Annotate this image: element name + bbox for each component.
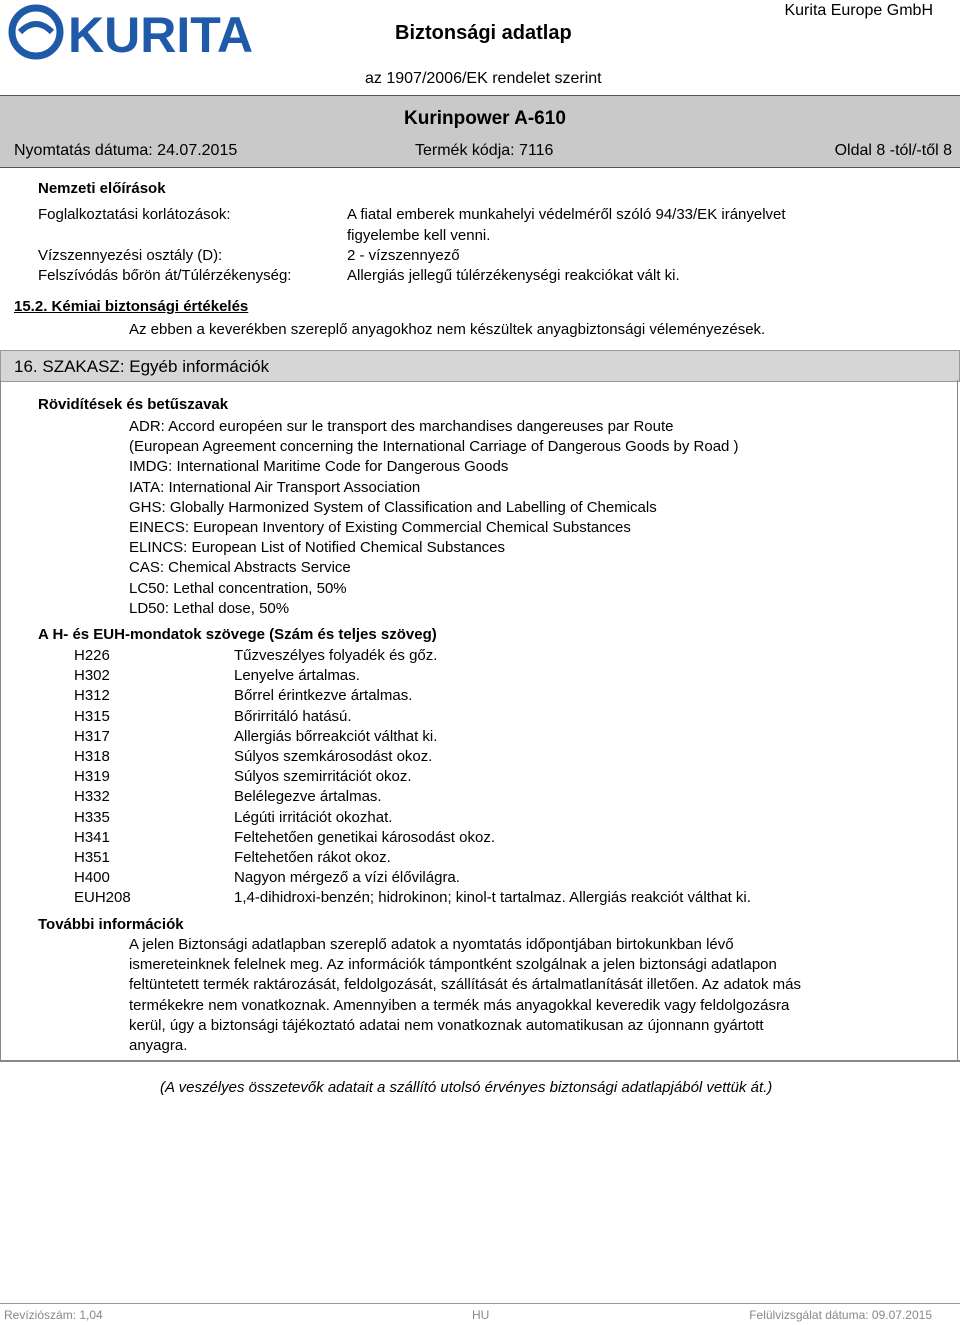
product-code: Termék kódja: 7116 (415, 142, 554, 159)
company-logo (6, 2, 254, 63)
national-heading: Nemzeti előírások (38, 180, 166, 197)
abbreviation-item: LD50: Lethal dose, 50% (129, 599, 290, 617)
document-title: Biztonsági adatlap (395, 22, 572, 44)
h-statement-text: Tűzveszélyes folyadék és gőz. (234, 647, 438, 664)
supplier-note: (A veszélyes összetevők adatait a szállító utolsó érvényes biztonsági adatlapjából vettük át.) (160, 1079, 773, 1096)
national-value: figyelembe kell venni. (347, 227, 491, 244)
h-statement-text: Lenyelve ártalmas. (234, 667, 360, 685)
language-code: HU (472, 1308, 490, 1322)
abbreviation-item: IATA: International Air Transport Association (129, 478, 421, 496)
abbreviation-item: CAS: Chemical Abstracts Service (129, 559, 351, 577)
h-statement-code: H315 (74, 707, 110, 725)
national-label: Foglalkoztatási korlátozások: (38, 206, 231, 223)
product-name: Kurinpower A-610 (404, 108, 566, 129)
national-label: Felszívódás bőrön át/Túlérzékenység: (38, 267, 292, 284)
national-value: 2 - vízszennyező (347, 247, 460, 264)
h-statement-text: Súlyos szemkárosodást okoz. (234, 748, 433, 765)
further-info-line: kerül, úgy a biztonsági tájékoztató adatai nem vonatkoznak automatikusan az újonnann gyártott (129, 1016, 764, 1034)
further-info-line: termékekre nem vonatkoznak. Amennyiben a termék más anyagokkal keveredik vagy feldolgozásra (129, 996, 790, 1014)
abbreviations-heading: Rövidítések és betűszavak (38, 396, 229, 413)
further-info-heading: További információk (38, 916, 184, 933)
section-left-rule (0, 380, 1, 1060)
h-statement-code: H319 (74, 768, 110, 786)
logo-wordmark: KURITA (68, 7, 254, 63)
regulation-text: az 1907/2006/EK rendelet szerint (365, 70, 602, 87)
further-info-line: feltüntetett termék raktározását, feldolgozását, szállítását és ártalmatlanítását illetően. Az adatok más (129, 976, 802, 994)
h-statement-text: 1,4-dihidroxi-benzén; hidrokinon; kinol-t tartalmaz. Allergiás reakciót válthat ki. (234, 889, 751, 907)
h-statement-text: Nagyon mérgező a vízi élővilágra. (234, 869, 460, 887)
h-statement-text: Belélegezve ártalmas. (234, 788, 382, 806)
further-info-line: A jelen Biztonsági adatlapban szereplő adatok a nyomtatás időpontjában birtokunkban lévő (129, 936, 734, 953)
h-statement-code: H302 (74, 667, 110, 685)
h-statement-text: Bőrrel érintkezve ártalmas. (234, 687, 413, 705)
abbreviation-item: LC50: Lethal concentration, 50% (129, 579, 347, 597)
national-value: Allergiás jellegű túlérzékenységi reakciókat vált ki. (347, 267, 680, 284)
h-statement-text: Feltehetően rákot okoz. (234, 849, 391, 866)
print-date: Nyomtatás dátuma: 24.07.2015 (14, 142, 238, 159)
h-statement-text: Légúti irritációt okozhat. (234, 808, 393, 826)
footer-rule (0, 1303, 960, 1304)
section-bottom-rule (0, 1060, 960, 1062)
h-statement-code: EUH208 (74, 889, 131, 907)
review-date: Felülvizsgálat dátuma: 09.07.2015 (749, 1308, 932, 1322)
h-statement-code: H341 (74, 828, 110, 846)
national-label: Vízszennyezési osztály (D): (38, 247, 223, 264)
h-statements-heading: A H- és EUH-mondatok szövege (Szám és teljes szöveg) (38, 626, 437, 643)
company-name: Kurita Europe GmbH (784, 2, 933, 19)
abbreviation-item: EINECS: European Inventory of Existing Commercial Chemical Substances (129, 519, 631, 536)
abbreviation-item: IMDG: International Maritime Code for Dangerous Goods (129, 458, 509, 476)
header-top-rule (0, 95, 960, 96)
h-statement-code: H400 (74, 869, 110, 887)
abbreviation-item: (European Agreement concerning the International Carriage of Dangerous Goods by Road ) (129, 438, 739, 456)
further-info-line: anyagra. (129, 1037, 188, 1054)
h-statement-text: Súlyos szemirritációt okoz. (234, 768, 412, 786)
h-statement-text: Allergiás bőrreakciót válthat ki. (234, 727, 438, 745)
section-right-rule (957, 380, 958, 1060)
abbreviation-item: ADR: Accord européen sur le transport des marchandises dangereuses par Route (129, 418, 674, 435)
page-number: Oldal 8 -tól/-től 8 (834, 142, 952, 159)
h-statement-code: H332 (74, 788, 110, 806)
h-statement-text: Bőrirritáló hatású. (234, 707, 352, 725)
national-value: A fiatal emberek munkahelyi védelméről szóló 94/33/EK irányelvet (347, 206, 786, 223)
abbreviation-item: ELINCS: European List of Notified Chemical Substances (129, 539, 506, 557)
header-bottom-rule (0, 167, 960, 168)
section-16-heading: 16. SZAKASZ: Egyéb információk (14, 357, 270, 376)
section-15-2-text: Az ebben a keverékben szereplő anyagokhoz nem készültek anyagbiztonsági véleményezések. (129, 321, 766, 338)
revision-number: Revíziószám: 1,04 (4, 1308, 103, 1322)
h-statement-code: H335 (74, 808, 110, 826)
abbreviation-item: GHS: Globally Harmonized System of Classification and Labelling of Chemicals (129, 498, 657, 516)
further-info-line: ismereteinknek felelnek meg. Az információk támpontként szolgálnak a jelen biztonsági adatlapon (129, 956, 777, 974)
h-statement-text: Feltehetően genetikai károsodást okoz. (234, 828, 495, 846)
h-statement-code: H317 (74, 727, 110, 745)
h-statement-code: H351 (74, 849, 110, 866)
section-15-2-heading: 15.2. Kémiai biztonsági értékelés (14, 298, 249, 315)
h-statement-code: H312 (74, 687, 110, 705)
h-statement-code: H226 (74, 647, 110, 664)
h-statement-code: H318 (74, 748, 110, 765)
